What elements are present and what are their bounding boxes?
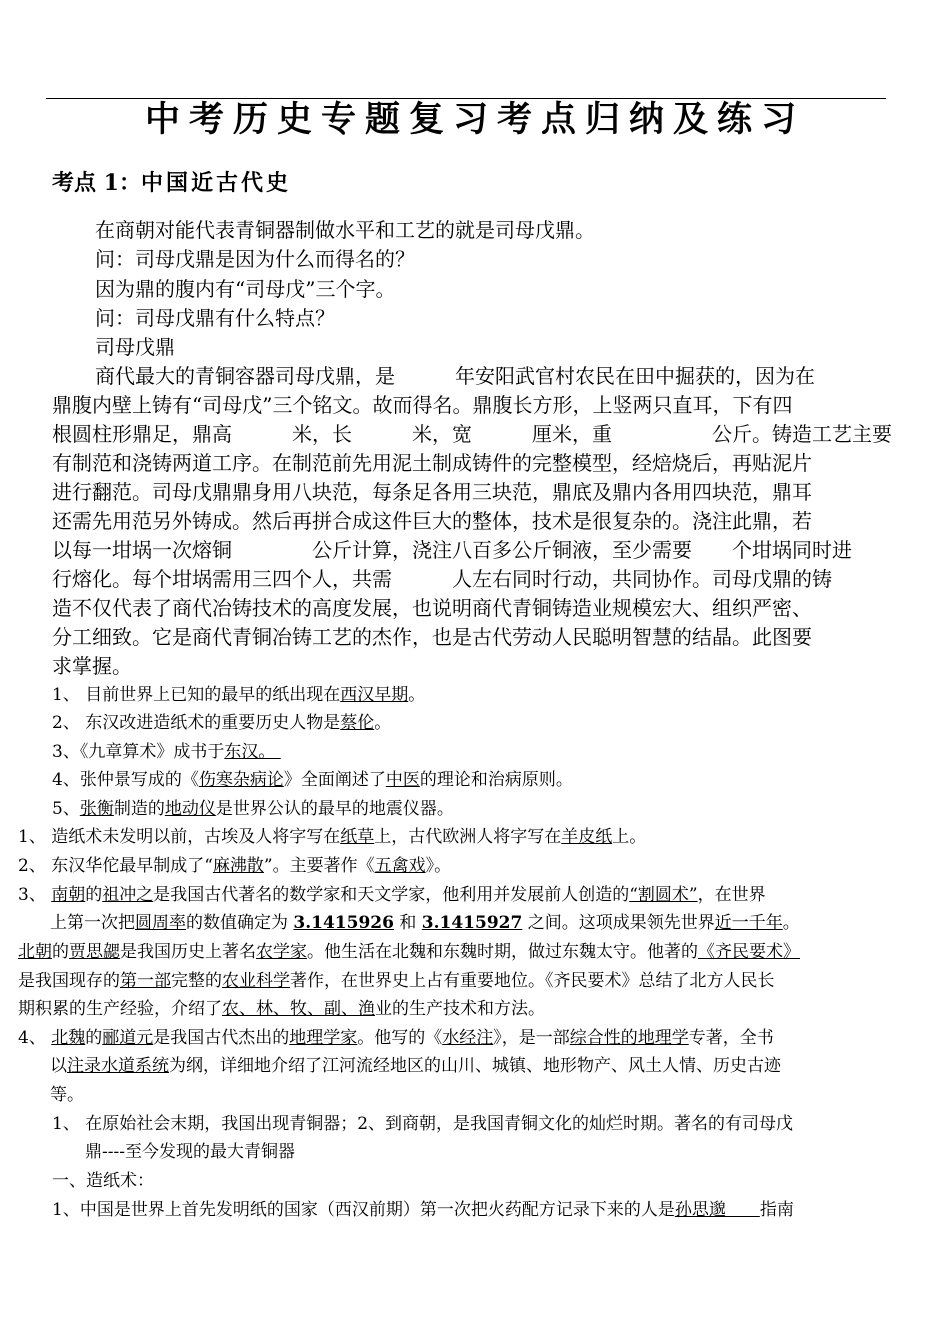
paragraph-line: 分工细致。它是商代青铜冶铸工艺的杰作，也是古代劳动人民聪明智慧的结晶。此图要	[52, 625, 812, 649]
paragraph-line: 鼎腹内壁上铸有“司母戊”三个铭文。故而得名。鼎腹长方形，上竖两只直耳，下有四	[52, 393, 793, 417]
paragraph-line: 行熔化。每个坩埚需用三四个人，共需 人左右同时行动，共同协作。司母戊鼎的铸	[52, 567, 832, 591]
list-item: 3、《九章算术》成书于东汉。	[52, 742, 281, 762]
list-item: 1、 在原始社会末期，我国出现青铜器；2、到商朝，是我国青铜文化的灿烂时期。著名的有司母戊	[52, 1114, 794, 1134]
intro-line: 司母戊鼎	[95, 335, 175, 359]
paragraph-line: 是我国现存的第一部完整的农业科学著作，在世界史上占有重要地位。《齐民要术》总结了北方人民长	[18, 971, 775, 991]
answer: 地动仪	[164, 799, 216, 819]
page-title: 中考历史专题复习考点归纳及练习	[144, 99, 805, 140]
paragraph-line: 根圆柱形鼎足，鼎高 米，长 米，宽 厘米，重 公斤。铸造工艺主要	[52, 422, 892, 446]
list-item-continuation: 以注录水道系统为纲，详细地介绍了江河流经地区的山川、城镇、地形物产、风土人情、历史古迹	[50, 1056, 781, 1076]
intro-line: 问：司母戊鼎是因为什么而得名的？	[95, 247, 415, 271]
paragraph-line: 有制范和浇铸两道工序。在制范前先用泥土制成铸件的完整模型，经焙烧后，再贴泥片	[52, 451, 812, 475]
answer: 东汉。	[224, 742, 281, 762]
paragraph-line: 还需先用范另外铸成。然后再拼合成这件巨大的整体，技术是很复杂的。浇注此鼎，若	[52, 509, 812, 533]
list-item: 1、 造纸术未发明以前，古埃及人将字写在纸草上，古代欧洲人将字写在羊皮纸上。	[18, 827, 647, 847]
list-item: 5、张衡制造的地动仪是世界公认的最早的地震仪器。	[52, 799, 454, 819]
list-item: 2、 东汉改进造纸术的重要历史人物是蔡伦。	[52, 713, 392, 733]
heading-topic: 中国近古代史	[140, 170, 291, 196]
answer: 西汉早期	[340, 685, 409, 705]
intro-line: 在商朝对能代表青铜器制做水平和工艺的就是司母戊鼎。	[95, 218, 595, 242]
list-item: 4、 北魏的郦道元是我国古代杰出的地理学家。他写的《水经注》，是一部综合性的地理学专著，全书	[18, 1028, 774, 1048]
heading-lead: 考点 1：	[52, 170, 141, 196]
paragraph-line: 进行翻范。司母戊鼎鼎身用八块范，每条足各用三块范，鼎底及鼎内各用四块范，鼎耳	[52, 480, 812, 504]
list-item: 2、 东汉华佗最早制成了“麻沸散”。主要著作《五禽戏》。	[18, 856, 452, 876]
list-item: 4、张仲景写成的《伤寒杂病论》全面阐述了中医的理论和治病原则。	[52, 770, 573, 790]
list-item: 1、 目前世界上已知的最早的纸出现在西汉早期。	[52, 685, 426, 705]
answer: 张衡	[79, 799, 114, 819]
paragraph-line: 北朝的贾思勰是我国历史上著名农学家。他生活在北魏和东魏时期，做过东魏太守。他著的《齐民要术》	[18, 942, 800, 962]
paragraph-line: 商代最大的青铜容器司母戊鼎，是 年安阳武官村农民在田中掘获的，因为在	[95, 364, 815, 388]
paragraph-line: 求掌握。	[52, 654, 132, 678]
paragraph-line: 以每一坩埚一次熔铜 公斤计算，浇注八百多公斤铜液，至少需要 个坩埚同时进	[52, 538, 852, 562]
intro-line: 问：司母戊鼎有什么特点？	[95, 306, 335, 330]
paragraph-line: 期积累的生产经验，介绍了农、林、牧、副、渔业的生产技术和方法。	[18, 999, 545, 1019]
paragraph-line: 造不仅代表了商代冶铸技术的高度发展，也说明商代青铜铸造业规模宏大、组织严密、	[52, 596, 812, 620]
answer: 伤寒杂病论	[198, 770, 284, 790]
intro-line: 因为鼎的腹内有“司母戊”三个字。	[95, 277, 396, 301]
list-item-continuation: 上第一次把圆周率的数值确定为 3.1415926 和 3.1415927 之间。这项成果领先世界近一千年。	[50, 913, 800, 933]
answer: 蔡伦	[340, 713, 375, 733]
list-item-continuation: 鼎----至今发现的最大青铜器	[85, 1142, 295, 1162]
list-item: 3、 南朝的祖冲之是我国古代著名的数学家和天文学家，他利用并发展前人创造的“割圆术”，在世界	[18, 885, 766, 905]
section-heading	[52, 166, 291, 197]
section-subheading: 一、造纸术：	[52, 1171, 154, 1191]
answer: 中医	[385, 770, 420, 790]
list-item-continuation: 等。	[50, 1085, 84, 1105]
list-item: 1、中国是世界上首先发明纸的国家（西汉前期）第一次把火药配方记录下来的人是孙思邈 指南	[52, 1200, 794, 1220]
